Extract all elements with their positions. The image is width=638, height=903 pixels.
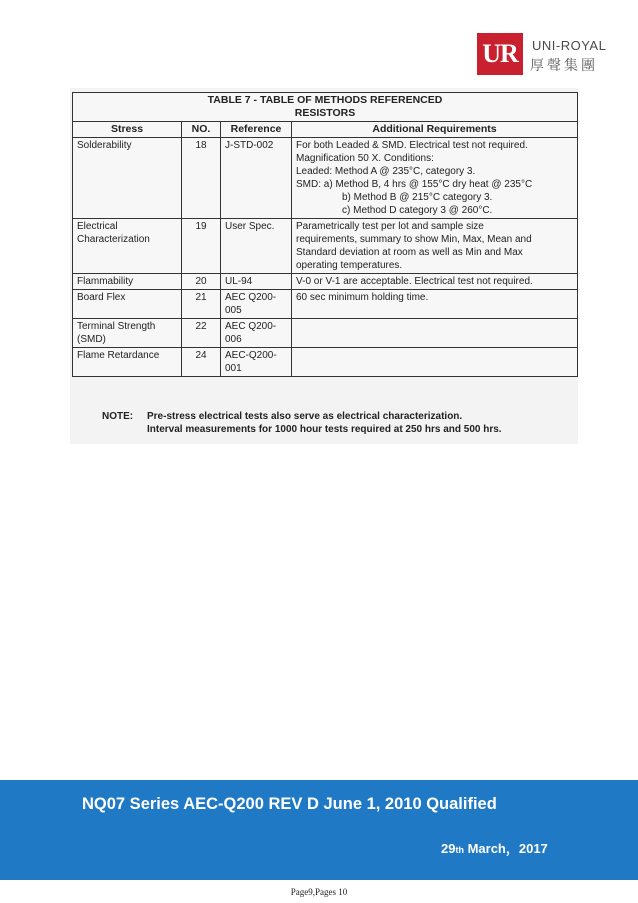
note-line-2: Interval measurements for 1000 hour tests required at 250 hrs and 500 hrs. [147, 424, 502, 435]
methods-table [72, 92, 578, 377]
header-additional-requirements: Additional Requirements [292, 122, 578, 138]
cell-requirements-line: requirements, summary to show Min, Max, Mean and [296, 234, 532, 245]
cell-stress-line: Electrical [77, 221, 118, 232]
table-row [73, 319, 578, 348]
cell-stress-line: Board Flex [77, 292, 126, 303]
cell-requirements [292, 290, 578, 319]
table-row [73, 138, 578, 219]
logo-mark: UR [477, 33, 523, 75]
cell-stress-line: Terminal Strength [77, 321, 156, 332]
cell-requirements-line: Magnification 50 X. Conditions: [296, 153, 434, 164]
date-suffix: th [455, 845, 464, 855]
banner-title: NQ07 Series AEC-Q200 REV D June 1, 2010 Qualified [82, 795, 497, 813]
cell-requirements-line: SMD: a) Method B, 4 hrs @ 155°C dry heat @ 235°C [296, 179, 533, 190]
cell-stress-line: Flammability [77, 276, 134, 287]
header-no: NO. [182, 122, 221, 138]
date-rest: March，2017 [463, 841, 548, 856]
cell-requirements-line: Leaded: Method A @ 235°C, category 3. [296, 166, 476, 177]
cell-reference [221, 319, 292, 348]
cell-no: 18 [182, 138, 221, 219]
cell-stress [73, 219, 182, 274]
cell-reference-line: 001 [225, 363, 242, 374]
cell-stress [73, 319, 182, 348]
table-row [73, 219, 578, 274]
cell-reference [221, 348, 292, 377]
cell-reference [221, 274, 292, 290]
cell-requirements-line: For both Leaded & SMD. Electrical test not required. [296, 140, 528, 151]
cell-requirements-line: 60 sec minimum holding time. [296, 292, 429, 303]
cell-requirements-line [296, 349, 573, 362]
cell-requirements-line: operating temperatures. [296, 260, 403, 271]
cell-stress-line: Flame Retardance [77, 350, 160, 361]
cell-no: 22 [182, 319, 221, 348]
cell-reference-line: AEC Q200- [225, 321, 277, 332]
cell-requirements-line: c) Method D category 3 @ 260°C. [342, 205, 493, 216]
header-stress: Stress [73, 122, 182, 138]
cell-reference-line: UL-94 [225, 276, 253, 287]
cell-stress-line: (SMD) [77, 334, 106, 345]
cell-requirements [292, 348, 578, 377]
header-reference: Reference [221, 122, 292, 138]
cell-reference-line: User Spec. [225, 221, 275, 232]
cell-no: 19 [182, 219, 221, 274]
company-logo [475, 30, 625, 80]
methods-table-scan [70, 88, 578, 444]
cell-requirements-line [296, 320, 573, 333]
cell-reference [221, 219, 292, 274]
cell-stress [73, 348, 182, 377]
banner-date [441, 838, 548, 857]
cell-no: 24 [182, 348, 221, 377]
table-header-row [73, 122, 578, 138]
cell-stress-line: Solderability [77, 140, 132, 151]
table-title [73, 93, 578, 122]
note-line-1: Pre-stress electrical tests also serve as electrical characterization. [147, 411, 463, 422]
note-label: NOTE: [102, 411, 134, 422]
cell-requirements-line: Parametrically test per lot and sample size [296, 221, 484, 232]
footer-banner [0, 780, 638, 880]
cell-requirements-line: V-0 or V-1 are acceptable. Electrical test not required. [296, 276, 533, 287]
cell-reference-line: 006 [225, 334, 242, 345]
cell-reference-line: 005 [225, 305, 242, 316]
cell-requirements [292, 274, 578, 290]
date-day: 29 [441, 841, 456, 856]
cell-reference-line: J-STD-002 [225, 140, 274, 151]
cell-reference-line: AEC-Q200- [225, 350, 277, 361]
table-row [73, 290, 578, 319]
cell-stress [73, 138, 182, 219]
table-row [73, 274, 578, 290]
cell-no: 21 [182, 290, 221, 319]
cell-stress [73, 290, 182, 319]
cell-stress [73, 274, 182, 290]
cell-requirements [292, 319, 578, 348]
cell-reference-line: AEC Q200- [225, 292, 277, 303]
table-title-line1: TABLE 7 - TABLE OF METHODS REFERENCED [207, 94, 443, 106]
cell-stress-line: Characterization [77, 234, 150, 245]
cell-no: 20 [182, 274, 221, 290]
cell-requirements [292, 219, 578, 274]
cell-requirements-line: b) Method B @ 215°C category 3. [342, 192, 493, 203]
table-row [73, 348, 578, 377]
table-title-line2: RESISTORS [294, 107, 356, 119]
cell-requirements [292, 138, 578, 219]
page-number: Page9,Pages 10 [290, 887, 348, 897]
cell-reference [221, 138, 292, 219]
logo-chinese-name: 厚聲集團 [530, 58, 598, 74]
cell-requirements-line: Standard deviation at room as well as Min and Max [296, 247, 523, 258]
logo-name: UNI-ROYAL [532, 38, 607, 53]
cell-reference [221, 290, 292, 319]
